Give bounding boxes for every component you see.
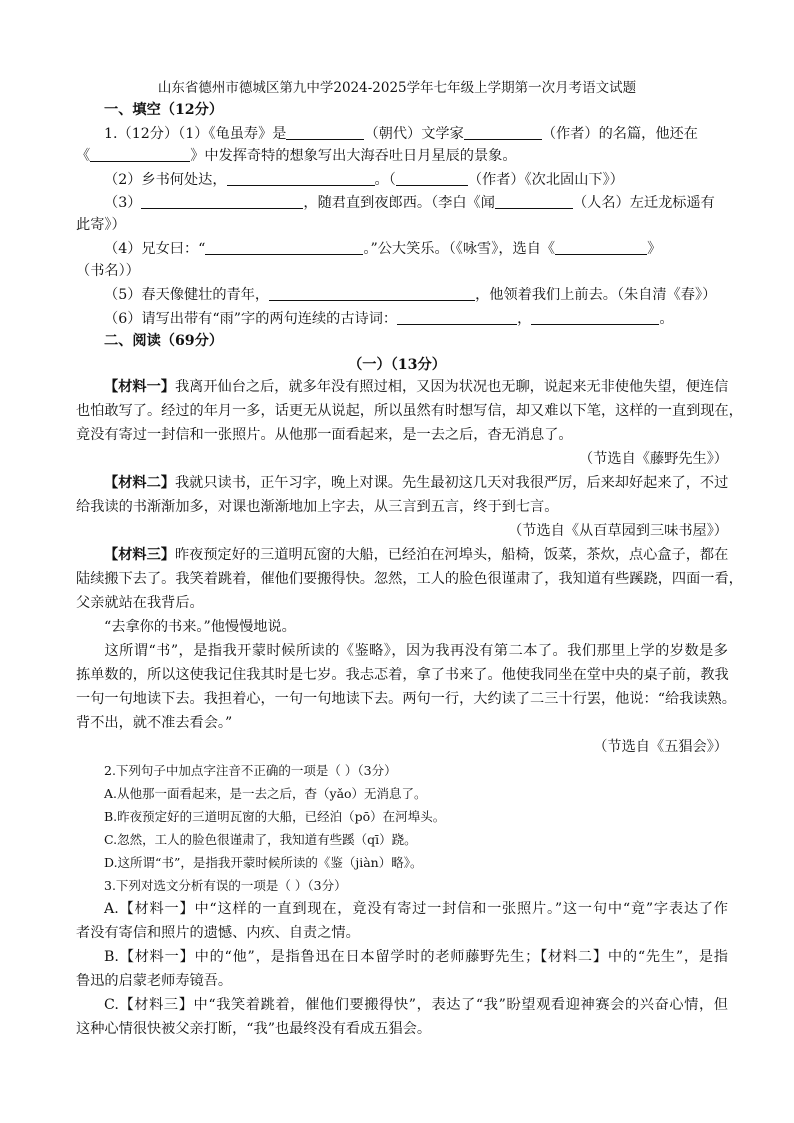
section-2-heading: 二、阅读（69分）	[104, 333, 224, 349]
q3-stem: 3.下列对选文分析有误的一项是（ ）（3分）	[104, 878, 347, 893]
blank-book-name[interactable]	[555, 240, 647, 255]
material-1-line: 也怕敢写了。经过的年月一多，话更无从说起，所以虽然有时想写信，却又难以下笔，这样的一直到现在，	[76, 403, 743, 419]
q1-text: ，	[517, 311, 532, 327]
q2-option-a[interactable]: A.从他那一面看起来，是一去之后，杳（yǎo）无消息了。	[104, 786, 427, 801]
q1-text: 。	[659, 311, 674, 327]
material-3-text: 昨夜预定好的三道明瓦窗的大船，已经泊在河埠头，船椅，饭菜，茶炊，点心盒子，都在	[174, 547, 729, 563]
material-1-source: （节选自《藤野先生》）	[579, 451, 728, 467]
q1-text: 》中发挥奇特的想象写出大海吞吐日月星辰的景象。	[190, 148, 517, 164]
q1-item-2	[104, 170, 624, 190]
material-3-para: 背不出，就不准去看会。”	[76, 715, 233, 731]
material-3-para	[76, 641, 728, 661]
q1-item-6	[104, 309, 674, 329]
q1-text: （3）	[104, 195, 142, 211]
blank-author[interactable]	[464, 125, 542, 140]
q1-text: 1.（12分）（1）《龟虽寿》是	[104, 126, 287, 142]
q1-text: 》	[647, 241, 662, 257]
blank-poem-line[interactable]	[141, 194, 303, 209]
blank-dynasty[interactable]	[286, 125, 364, 140]
q1-text: 。（	[374, 172, 396, 188]
reading-part-1-heading: （一）（13分）	[348, 357, 446, 373]
material-2-line	[76, 473, 728, 493]
material-3-text: 这所谓“书”，是指我开蒙时候所读的《鉴略》，因为我再没有第二本了。我们那里上学的岁数是多	[104, 643, 728, 659]
q1-text: ，他领着我们上前去。（朱自清《春》）	[475, 287, 717, 303]
material-3-para: 拣单数的，所以这使我记住我其时是七岁。我忐忑着，拿了书来了。他使我同坐在堂中央的桌子前，教我	[76, 667, 729, 683]
q1-text: （5）春天像健壮的青年，	[104, 287, 270, 303]
material-3-line: 陆续搬下去了。我笑着跳着，催他们要搬得快。忽然，工人的脸色很谨肃了，我知道有些蹊跷，四面一看，	[76, 571, 743, 587]
q1-text: （人名）左迁龙标遥有	[572, 195, 715, 211]
blank-poem-line-1[interactable]	[397, 310, 517, 325]
material-3-tag: 【材料三】	[104, 547, 175, 563]
section-1-heading: 一、填空（12分）	[104, 102, 224, 118]
q3-option-b-cont[interactable]: 鲁迅的启蒙老师寿镜吾。	[76, 973, 233, 989]
q3-option-c[interactable]	[76, 995, 728, 1015]
blank-poem-title[interactable]	[90, 147, 190, 162]
material-2-line: 给我读的书渐渐加多，对课也渐渐地加上字去，从三言到五言，终于到七言。	[76, 499, 559, 515]
q2-option-c[interactable]: C.忽然，工人的脸色很谨肃了，我知道有些蹊（qī）跷。	[104, 832, 417, 847]
q1-text: （作者）《次北固山下》）	[467, 172, 624, 188]
material-2-tag: 【材料二】	[104, 475, 175, 491]
q3-option-a-text: A.【材料一】中“这样的一直到现在，竟没有寄过一封信和一张照片。”这一句中“竟”字表达了作	[104, 901, 728, 917]
blank-quote[interactable]	[205, 240, 363, 255]
q3-option-c-cont[interactable]: 这种心情很快被父亲打断，“我”也最终没有看成五猖会。	[76, 1021, 432, 1037]
q2-option-d[interactable]: D.这所谓“书”，是指我开蒙时候所读的《鉴（jiàn）略》。	[104, 855, 423, 870]
q1-text: （朝代）文学家	[364, 126, 464, 142]
q2-stem: 2.下列句子中加点字注音不正确的一项是（ ）（3分）	[104, 763, 397, 778]
q1-text: 。”公大笑乐。（《咏雪》，选自《	[363, 241, 556, 257]
q3-option-b-text: B.【材料一】中的“他”，是指鲁迅在日本留学时的老师藤野先生；【材料二】中的“先生”，是指	[104, 949, 728, 965]
q3-option-a[interactable]	[76, 899, 728, 919]
blank-person-name[interactable]	[495, 194, 573, 209]
q1-text: ，随君直到夜郎西。（李白《闻	[303, 195, 495, 211]
q3-option-c-text: C.【材料三】中“我笑着跳着，催他们要搬得快”，表达了“我”盼望观看迎神赛会的兴奋心情，但	[104, 997, 728, 1013]
material-3-source: （节选自《五猖会》）	[593, 739, 728, 755]
material-3-line	[76, 545, 728, 565]
blank-poem-line[interactable]	[269, 286, 475, 301]
q1-text: 《	[76, 148, 91, 164]
material-1-line	[76, 377, 728, 397]
q1-item-5	[104, 285, 716, 305]
material-3-para: 一句一句地读下去。我担着心，一句一句地读下去。两句一行，大约读了二三十行罢，他说：“给我读熟。	[76, 691, 736, 707]
q1-line-1	[104, 124, 698, 144]
q1-item-4-cont: （书名））	[76, 263, 140, 279]
blank-poem-line[interactable]	[227, 171, 375, 186]
material-1-tag: 【材料一】	[104, 379, 175, 395]
material-2-text: 我就只读书，正午习字，晚上对课。先生最初这几天对我很严厉，后来却好起来了，不过	[174, 475, 729, 491]
q3-option-a-cont[interactable]: 者没有寄信和照片的遗憾、内疚、自责之情。	[76, 925, 360, 941]
material-1-line: 竟没有寄过一封信和一张照片。从他那一面看起来，是一去之后，杳无消息了。	[76, 427, 573, 443]
q1-item-4	[104, 239, 661, 259]
q1-text: （6）请写出带有“雨”字的两句连续的古诗词：	[104, 311, 398, 327]
q1-item-3-cont: 此寄》）	[76, 217, 126, 233]
material-2-source: （节选自《从百草园到三味书屋》）	[508, 523, 728, 539]
material-3-quote: “去拿你的书来。”他慢慢地说。	[104, 619, 296, 635]
q3-option-b[interactable]	[76, 947, 728, 967]
blank-poem-line-2[interactable]	[531, 310, 659, 325]
q1-item-3	[104, 193, 715, 213]
q1-text: （4）兄女曰：“	[104, 241, 206, 257]
blank-author[interactable]	[396, 171, 468, 186]
q1-line-2	[76, 146, 517, 166]
exam-title: 山东省德州市德城区第九中学2024-2025学年七年级上学期第一次月考语文试题	[157, 80, 637, 96]
material-3-line: 父亲就站在我背后。	[76, 595, 204, 611]
material-1-text: 我离开仙台之后，就多年没有照过相，又因为状况也无聊，说起来无非使他失望，便连信	[174, 379, 729, 395]
q1-text: （2）乡书何处达，	[104, 172, 227, 188]
q1-text: （作者）的名篇，他还在	[541, 126, 698, 142]
q2-option-b[interactable]: B.昨夜预定好的三道明瓦窗的大船，已经泊（pō）在河埠头。	[104, 809, 446, 824]
